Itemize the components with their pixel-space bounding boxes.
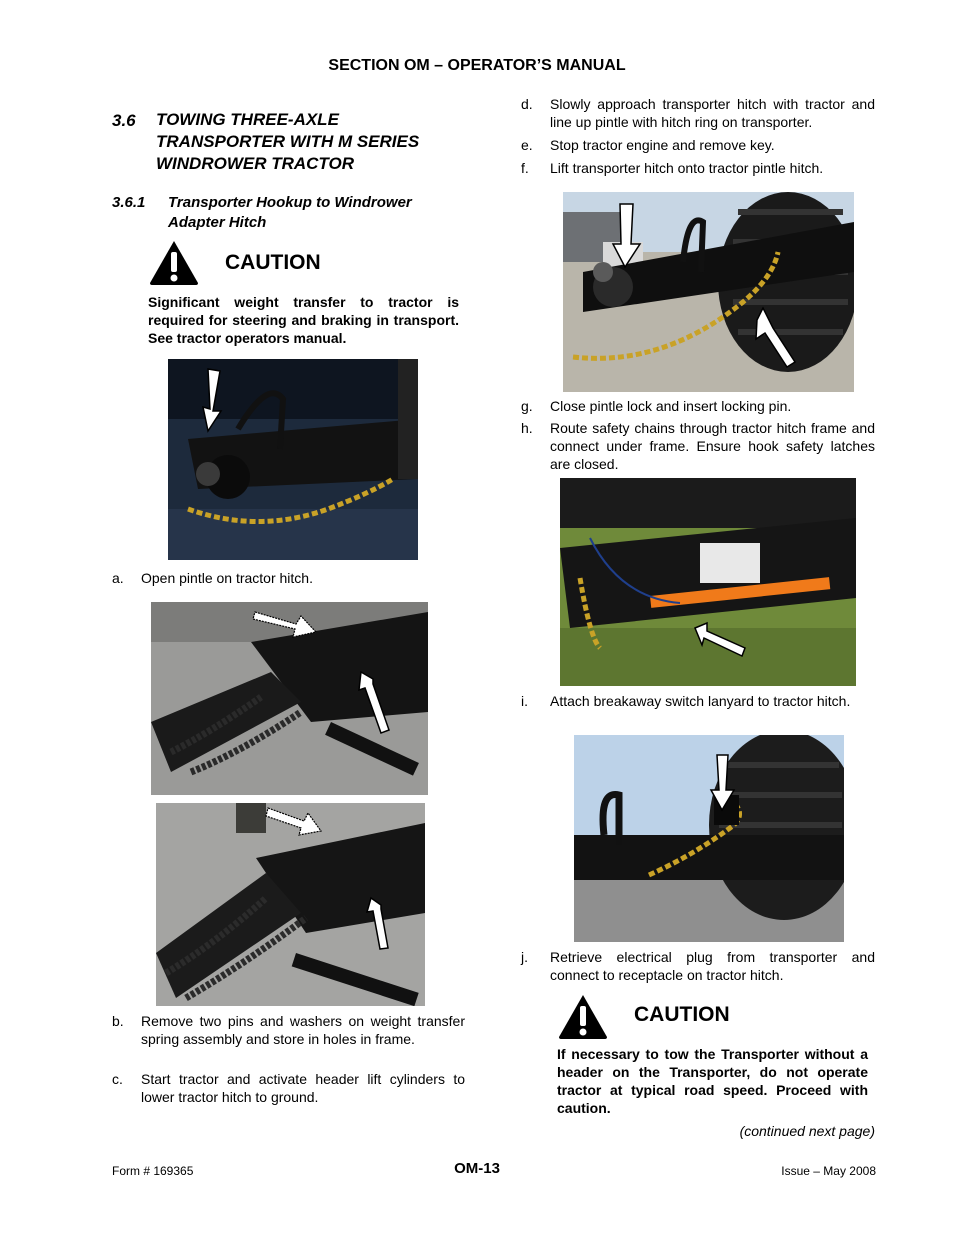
warning-triangle-icon (148, 238, 200, 286)
step-letter: g. (521, 398, 533, 414)
subheading-number: 3.6.1 (112, 194, 146, 211)
step-c (112, 1070, 465, 1106)
step-text: Slowly approach transporter hitch with tractor and line up pintle with hitch ring on transporter. (550, 96, 875, 130)
photo-breakaway-lanyard (574, 735, 844, 942)
step-letter: i. (521, 693, 528, 709)
continued-note: (continued next page) (739, 1123, 875, 1139)
warning-triangle-icon (557, 992, 609, 1040)
step-f (521, 159, 875, 177)
step-h (521, 419, 875, 473)
section-header: SECTION OM – OPERATOR’S MANUAL (328, 57, 626, 74)
photo-spring-assembly-1 (151, 602, 428, 795)
step-g (521, 397, 875, 415)
step-letter: f. (521, 160, 529, 176)
photo-spring-assembly-2 (156, 803, 425, 1006)
step-d (521, 95, 875, 131)
step-text: Retrieve electrical plug from transporter and connect to receptacle on tractor hitch. (550, 949, 875, 983)
step-text: Start tractor and activate header lift cylinders to lower tractor hitch to ground. (141, 1071, 465, 1105)
step-i (521, 692, 875, 728)
page-number: OM-13 (454, 1160, 500, 1177)
subheading-line: Adapter Hitch (168, 214, 267, 231)
footer-form-number: Form # 169365 (112, 1164, 194, 1178)
caution-title: CAUTION (225, 251, 321, 274)
step-letter: d. (521, 96, 533, 112)
step-j (521, 948, 875, 984)
subheading-line: Transporter Hookup to Windrower (168, 194, 412, 211)
step-letter: a. (112, 570, 124, 586)
subheading-title (168, 193, 412, 233)
caution-title: CAUTION (634, 1003, 730, 1026)
photo-hitch-on-pintle (563, 192, 854, 392)
step-letter: c. (112, 1071, 123, 1087)
heading-line: TRANSPORTER WITH M SERIES (156, 132, 420, 151)
caution-text: If necessary to tow the Transporter without a header on the Transporter, do not operate tractor at typical road speed. Proceed with caution. (557, 1046, 868, 1116)
step-a (112, 569, 465, 587)
step-b (112, 1012, 465, 1066)
step-text: Remove two pins and washers on weight transfer spring assembly and store in holes in frame. (141, 1013, 465, 1047)
step-e (521, 136, 875, 154)
caution-text: Significant weight transfer to tractor is required for steering and braking in transport. See tractor operators manual. (148, 294, 459, 346)
photo-pintle-hitch (168, 359, 418, 560)
heading-line: WINDROWER TRACTOR (156, 154, 354, 173)
footer-issue-date: Issue – May 2008 (781, 1164, 876, 1178)
heading-number: 3.6 (112, 111, 136, 130)
step-letter: h. (521, 420, 533, 436)
heading-title (156, 109, 419, 175)
step-text: Open pintle on tractor hitch. (141, 570, 313, 586)
step-text: Close pintle lock and insert locking pin. (550, 398, 792, 414)
step-text: Stop tractor engine and remove key. (550, 137, 775, 153)
step-text: Route safety chains through tractor hitch frame and connect under frame. Ensure hook safety latches are closed. (550, 420, 875, 472)
photo-safety-chains (560, 478, 856, 686)
step-letter: j. (521, 949, 528, 965)
step-text: Lift transporter hitch onto tractor pintle hitch. (550, 160, 824, 176)
step-letter: b. (112, 1013, 124, 1029)
step-text: Attach breakaway switch lanyard to tractor hitch. (550, 693, 851, 709)
heading-line: TOWING THREE-AXLE (156, 110, 339, 129)
step-letter: e. (521, 137, 533, 153)
